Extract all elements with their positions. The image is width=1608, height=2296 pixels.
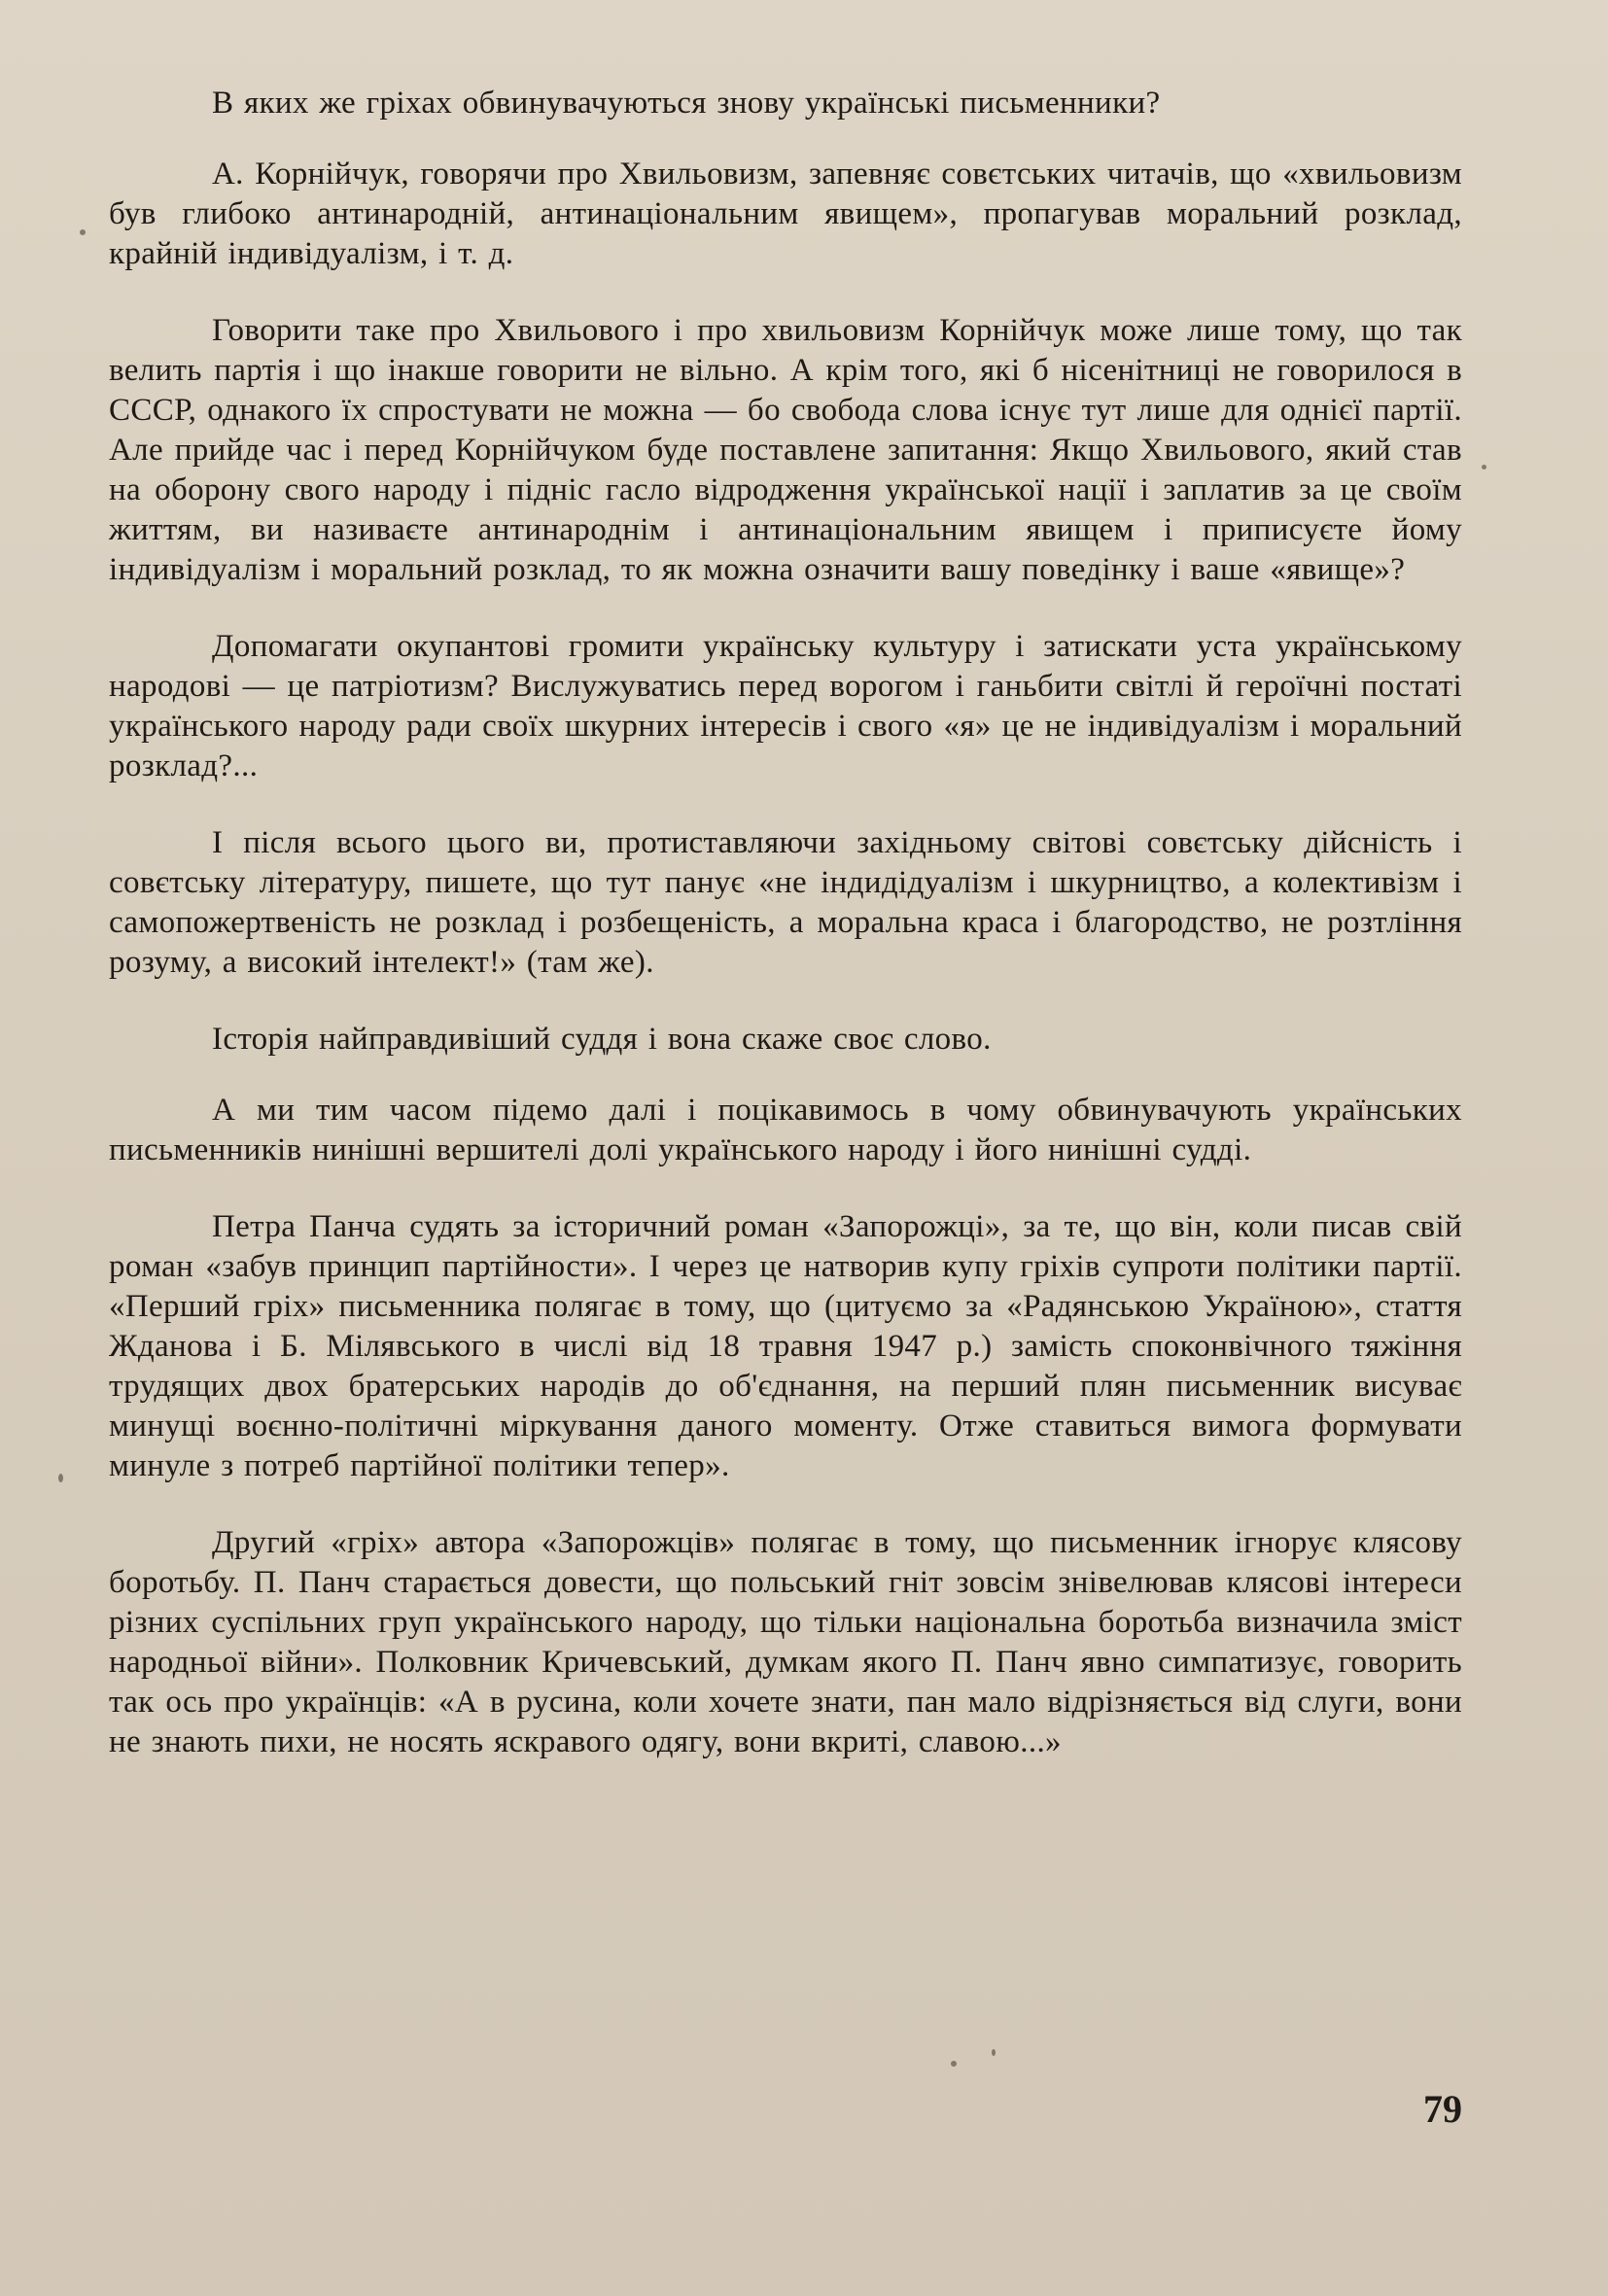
paper-speck xyxy=(58,1474,63,1482)
paper-speck xyxy=(1482,465,1486,470)
paragraph-6: Історія найправдивіший суддя і вона скаже своє слово. xyxy=(212,1022,992,1057)
paragraph-3: Говорити таке про Хвильового і про хвильовизм Корнійчук може лише тому, що так велить партія і що інакше говорити не вільно. А крім того, які б нісенітниці не говорилося в СССР, однакого їх спростувати не можна — бо свобода слова існує тут лише для однієї партії. Але прийде час і перед Корнійчуком буде поставлене запитання: Якщо Хвильового, який став на оборону свого народу і підніс гасло відродження української нації і заплатив за це своїм життям, ви називаєте антинароднім і антинаціональним явищем і приписуєте йому індивідуалізм і моральний розклад, то як можна означити вашу поведінку і ваше «явище»? xyxy=(109,313,1462,587)
paragraph-9: Другий «гріх» автора «Запорожців» полягає в тому, що письменник ігнорує клясову боротьбу. П. Панч старається довести, що польський гніт зовсім знівелював клясові інтереси різних суспільних груп українського народу, що тільки національна боротьба визначила зміст народньої війни». Полковник Кричевський, думкам якого П. Панч явно симпатизує, говорить так ось про українців: «А в русина, коли хочете знати, пан мало відрізняється від слуги, вони не знають пихи, не носять яскравого одягу, вони вкриті, славою...» xyxy=(109,1525,1462,1759)
paragraph-1: В яких же гріхах обвинувачуються знову українські письменники? xyxy=(212,86,1161,121)
paper-speck xyxy=(80,229,86,235)
paper-speck xyxy=(951,2061,957,2067)
paragraph-8: Петра Панча судять за історичний роман «Запорожці», за те, що він, коли писав свій роман «забув принцип партійности». І через це натворив купу гріхів супроти політики партії. «Перший гріх» письменника полягає в тому, що (цитуємо за «Радянською Україною», стаття Жданова і Б. Мілявського в числі від 18 травня 1947 р.) замість споконвічного тяжіння трудящих двох братерських народів до об'єднання, на перший плян письменник висуває минущі воєнно-політичні міркування даного моменту. Отже ставиться вимога формувати минуле з потреб партійної політики тепер». xyxy=(109,1209,1462,1483)
paper-speck xyxy=(992,2049,996,2056)
body-text xyxy=(109,84,1462,1799)
paragraph-2: А. Корнійчук, говорячи про Хвильовизм, запевняє совєтських читачів, що «хвильовизм був глибоко антинародній, антинаціональним явищем», пропагував моральний розклад, крайній індивідуалізм, і т. д. xyxy=(109,157,1462,271)
paragraph-4: Допомагати окупантові громити українську культуру і затискати уста українському народові — це патріотизм? Вислужуватись перед ворогом і ганьбити світлі й героїчні постаті українського народу ради своїх шкурних інтересів і свого «я» це не індивідуалізм і моральний розклад?... xyxy=(109,629,1462,783)
paragraph-5: І після всього цього ви, протиставляючи західньому світові совєтську дійсність і совєтську літературу, пишете, що тут панує «не індидідуалізм і шкурництво, а колективізм і самопожертвеність не розклад і розбещеність, а моральна краса і благородство, не розтління розуму, а високий інтелект!» (там же). xyxy=(109,825,1462,980)
paragraph-7: А ми тим часом підемо далі і поцікавимось в чому обвинувачують українських письменників нинішні вершителі долі українського народу і його нинішні судді. xyxy=(109,1093,1462,1167)
page-number: 79 xyxy=(1423,2087,1462,2131)
